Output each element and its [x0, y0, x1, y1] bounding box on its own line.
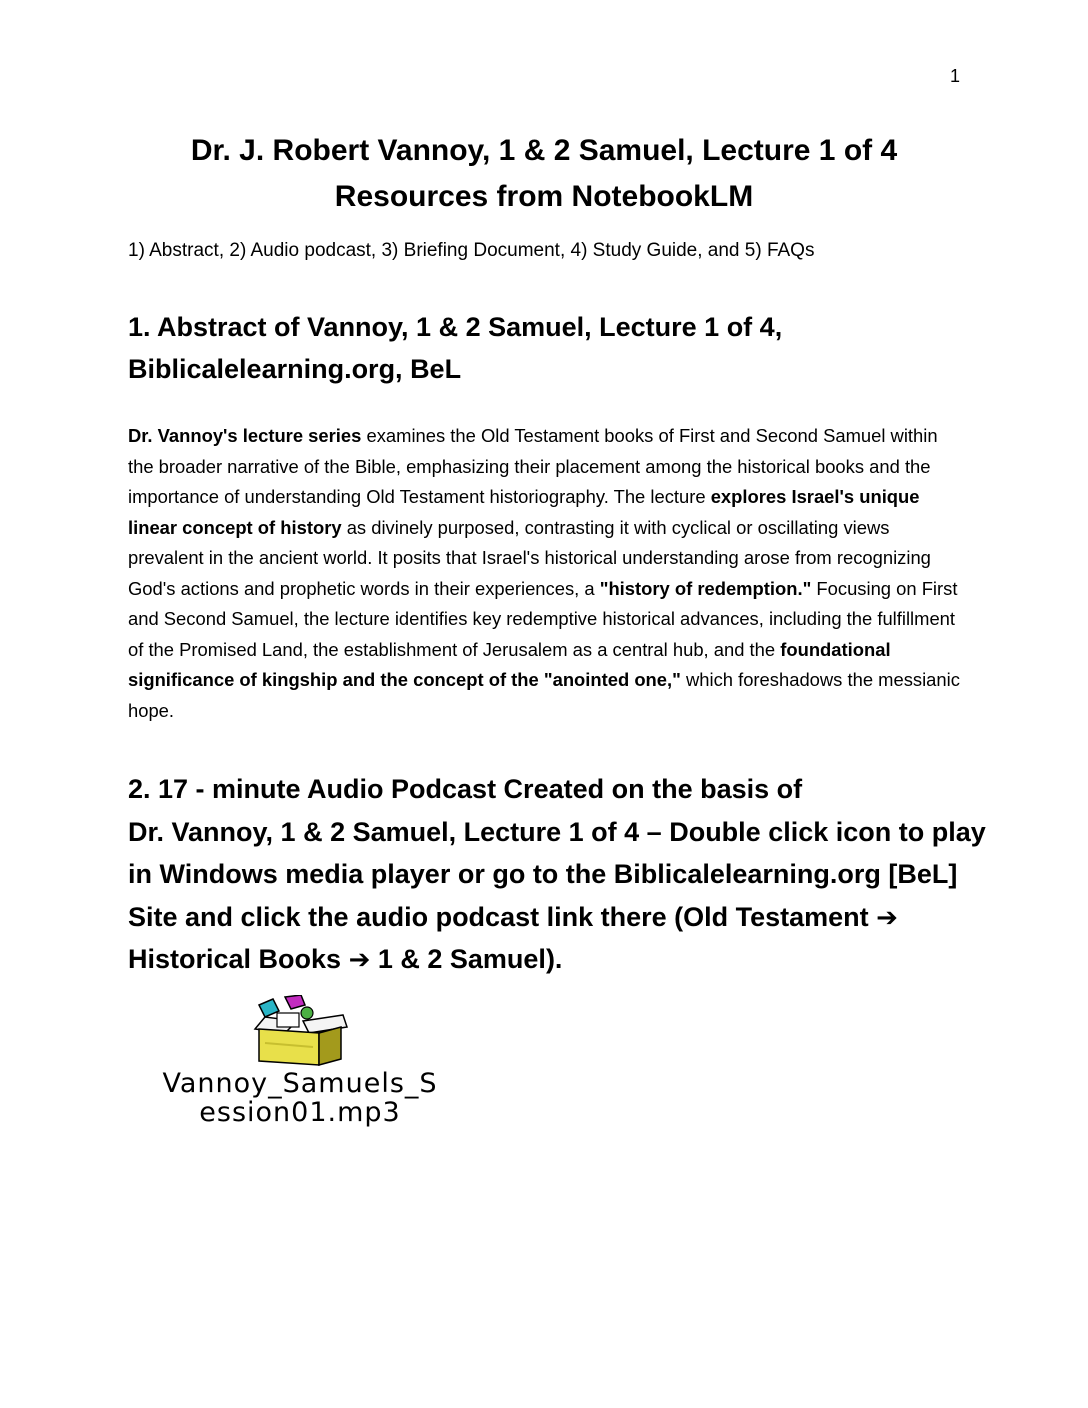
document-title [0, 128, 1088, 220]
audio-filename[interactable] [130, 1069, 470, 1127]
abstract-bold-4: foundational significance of kingship and the concept of the "anointed one," [128, 638, 891, 690]
audio-filename-line-2: ession01.mp3 [199, 1097, 401, 1128]
teal-shape [259, 999, 279, 1017]
abstract-bold-3: "history of redemption." [599, 577, 812, 599]
abstract-bold-1: Dr. Vannoy's lecture series [128, 425, 362, 446]
abstract-paragraph [128, 421, 963, 726]
package-file-icon[interactable] [245, 995, 355, 1067]
arrow-right-icon: ➔ [348, 944, 371, 974]
arrow-right-icon: ➔ [876, 901, 898, 932]
abstract-text-4: which foreshadows the messianic hope. [128, 669, 960, 721]
abstract-text-1: examines the Old Testament books of First and Second Samuel within the broader narrative of the Bible, emphasizing their placement among the historical books and the importance of understanding Old Testament historiography. The lecture [128, 425, 938, 507]
abstract-text-2: as divinely purposed, contrasting it with cyclical or oscillating views prevalent in the ancient world. It posits that Israel's historical understanding arose from recognizing God's actions and prophetic words in their experiences, a [128, 516, 931, 599]
section-1-heading [128, 306, 988, 390]
audio-filename-line-1: Vannoy_Samuels_S [162, 1068, 438, 1099]
section-2-heading-end: 1 & 2 Samuel). [370, 944, 563, 974]
section-2-heading-body: Dr. Vannoy, 1 & 2 Samuel, Lecture 1 of 4 – Double click icon to play in Windows media player or go to the Biblicalelearning.org [BeL] Site and click the audio podcast link there (Old Testament [128, 816, 986, 932]
green-shape [301, 1007, 313, 1019]
title-line-2: Resources from NotebookLM [334, 180, 754, 213]
section-2-heading-line-1: 2. 17 - minute Audio Podcast Created on the basis of [128, 774, 803, 804]
box-side [319, 1027, 341, 1065]
paper-shape [277, 1013, 299, 1027]
section-1-heading-line-1: 1. Abstract of Vannoy, 1 & 2 Samuel, Lecture 1 of 4, [128, 312, 783, 342]
title-line-1: Dr. J. Robert Vannoy, 1 & 2 Samuel, Lecture 1 of 4 [190, 134, 898, 167]
page-number: 1 [949, 66, 960, 86]
section-2-heading-mid: Historical Books [128, 944, 349, 974]
section-2-heading [128, 768, 988, 981]
magenta-shape [285, 995, 305, 1009]
contents-line: 1) Abstract, 2) Audio podcast, 3) Briefing Document, 4) Study Guide, and 5) FAQs [128, 240, 815, 261]
abstract-bold-2: explores Israel's unique linear concept of history [128, 486, 920, 538]
audio-file-attachment[interactable] [130, 995, 470, 1127]
abstract-text-3: Focusing on First and Second Samuel, the lecture identifies key redemptive historical advances, including the fulfillment of the Promised Land, the establishment of Jerusalem as a central hub, and the [128, 577, 958, 660]
section-1-heading-line-2: Biblicalelearning.org, BeL [128, 354, 462, 384]
